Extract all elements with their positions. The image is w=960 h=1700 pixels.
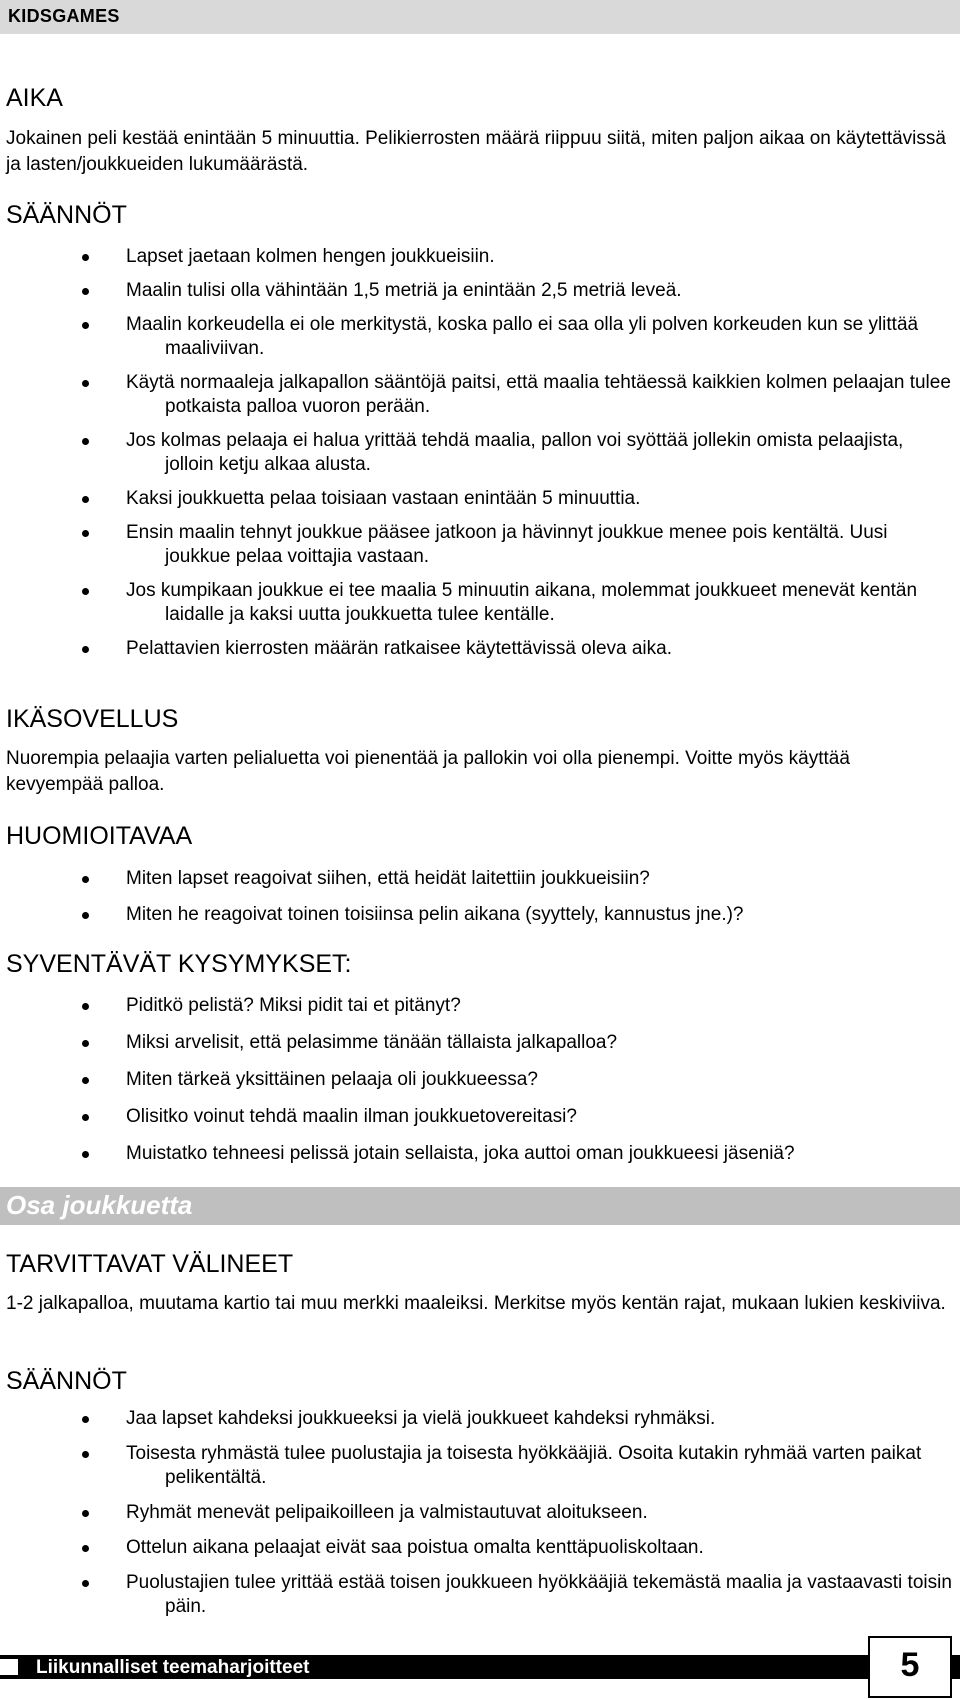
section-banner [0, 1187, 960, 1225]
header-title: KIDSGAMES [8, 6, 120, 26]
section-title-saannot-2: SÄÄNNÖT [6, 1367, 127, 1395]
page-number-box [868, 1636, 952, 1698]
list-item: Käytä normaaleja jalkapallon sääntöjä paitsi, että maalia tehtäessä kaikkien kolmen pelaajan tulee potkaista palloa vuoron perään. [0, 371, 960, 419]
banner-title: Osa joukkuetta [6, 1190, 193, 1220]
section-title-huomioitavaa: HUOMIOITAVAA [6, 822, 193, 850]
header-bar [0, 0, 960, 34]
list-item: Kaksi joukkuetta pelaa toisiaan vastaan enintään 5 minuuttia. [0, 487, 960, 511]
list-item: Jos kumpikaan joukkue ei tee maalia 5 minuutin aikana, molemmat joukkueet menevät kentän laidalle ja kaksi uutta joukkuetta tulee kentälle. [0, 579, 960, 627]
list-item: Lapset jaetaan kolmen hengen joukkueisiin. [0, 245, 960, 269]
section-title-ikasovellus: IKÄSOVELLUS [6, 705, 179, 733]
section-title-syventavat: SYVENTÄVÄT KYSYMYKSET: [6, 950, 352, 978]
list-item: Miksi arvelisit, että pelasimme tänään tällaista jalkapalloa? [0, 1031, 960, 1055]
list-item: Maalin korkeudella ei ole merkitystä, koska pallo ei saa olla yli polven korkeuden kun se ylittää maaliviivan. [0, 313, 960, 361]
footer-label: Liikunnalliset teemaharjoitteet [36, 1657, 310, 1678]
list-item: Muistatko tehneesi pelissä jotain sellaista, joka auttoi oman joukkueesi jäseniä? [0, 1142, 960, 1166]
list-item: Jos kolmas pelaaja ei halua yrittää tehdä maalia, pallon voi syöttää jollekin omista pelaajista, jolloin ketju alkaa alusta. [0, 429, 960, 477]
list-item: Maalin tulisi olla vähintään 1,5 metriä ja enintään 2,5 metriä leveä. [0, 279, 960, 303]
huomioitavaa-list [0, 867, 960, 927]
section-title-aika: AIKA [6, 84, 63, 112]
list-item: Pelattavien kierrosten määrän ratkaisee käytettävissä oleva aika. [0, 637, 960, 661]
saannot-2-list [0, 1407, 960, 1619]
list-item: Miten lapset reagoivat siihen, että heidät laitettiin joukkueisiin? [0, 867, 960, 891]
footer-marker [0, 1659, 18, 1675]
footer-bar [0, 1655, 868, 1679]
page-number: 5 [900, 1646, 920, 1684]
ikasovellus-paragraph: Nuorempia pelaajia varten pelialuetta voi pienentää ja pallokin voi olla pienempi. Voitte myös käyttää kevyempää palloa. [6, 748, 850, 795]
aika-paragraph: Jokainen peli kestää enintään 5 minuuttia. Pelikierrosten määrä riippuu siitä, miten paljon aikaa on käytettävissä ja lasten/joukkueiden lukumäärästä. [6, 128, 946, 175]
footer-edge [952, 1655, 960, 1679]
list-item: Puolustajien tulee yrittää estää toisen joukkueen hyökkääjiä tekemästä maalia ja vastaavasti toisin päin. [0, 1571, 960, 1619]
section-title-valineet: TARVITTAVAT VÄLINEET [6, 1250, 294, 1278]
valineet-paragraph: 1-2 jalkapalloa, muutama kartio tai muu merkki maaleiksi. Merkitse myös kentän rajat, mukaan lukien keskiviiva. [6, 1293, 946, 1314]
list-item: Ensin maalin tehnyt joukkue pääsee jatkoon ja hävinnyt joukkue menee pois kentältä. Uusi joukkue pelaa voittajia vastaan. [0, 521, 960, 569]
list-item: Olisitko voinut tehdä maalin ilman joukkuetovereitasi? [0, 1105, 960, 1129]
list-item: Toisesta ryhmästä tulee puolustajia ja toisesta hyökkääjiä. Osoita kutakin ryhmää varten paikat pelikentältä. [0, 1442, 960, 1490]
list-item: Ryhmät menevät pelipaikoilleen ja valmistautuvat aloitukseen. [0, 1501, 960, 1525]
section-title-saannot: SÄÄNNÖT [6, 201, 127, 229]
list-item: Jaa lapset kahdeksi joukkueeksi ja vielä joukkueet kahdeksi ryhmäksi. [0, 1407, 960, 1431]
list-item: Piditkö pelistä? Miksi pidit tai et pitänyt? [0, 994, 960, 1018]
list-item: Miten he reagoivat toinen toisiinsa pelin aikana (syyttely, kannustus jne.)? [0, 903, 960, 927]
list-item: Ottelun aikana pelaajat eivät saa poistua omalta kenttäpuoliskoltaan. [0, 1536, 960, 1560]
syventavat-list [0, 994, 960, 1166]
saannot-list [0, 245, 960, 661]
list-item: Miten tärkeä yksittäinen pelaaja oli joukkueessa? [0, 1068, 960, 1092]
